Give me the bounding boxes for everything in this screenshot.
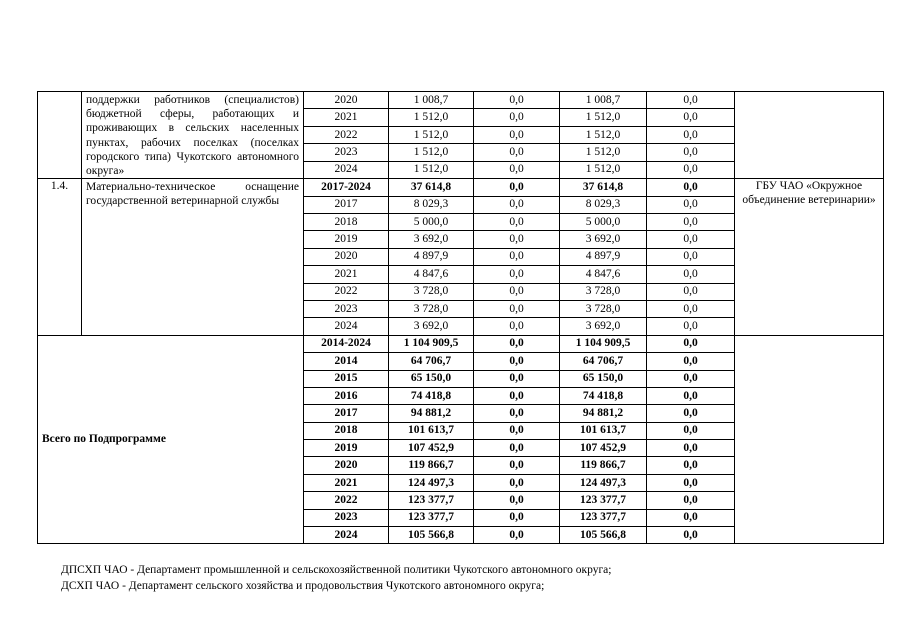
cell-c3: 0,0 — [647, 179, 735, 196]
cell-c2: 119 866,7 — [560, 457, 647, 474]
cell-total: 8 029,3 — [389, 196, 474, 213]
cell-total: 1 512,0 — [389, 144, 474, 161]
table-row — [38, 92, 884, 109]
cell-c2: 124 497,3 — [560, 474, 647, 491]
cell-c1: 0,0 — [474, 300, 560, 317]
cell-total: 37 614,8 — [389, 179, 474, 196]
cell-c3: 0,0 — [647, 266, 735, 283]
cell-c1: 0,0 — [474, 335, 560, 352]
cell-year: 2021 — [304, 266, 389, 283]
cell-c2: 1 512,0 — [560, 109, 647, 126]
cell-total: 64 706,7 — [389, 353, 474, 370]
cell-total: 3 728,0 — [389, 283, 474, 300]
cell-c2: 94 881,2 — [560, 405, 647, 422]
cell-c1: 0,0 — [474, 353, 560, 370]
cell-c1: 0,0 — [474, 440, 560, 457]
table-row — [38, 335, 884, 352]
cell-total: 1 512,0 — [389, 126, 474, 143]
cell-c2: 1 512,0 — [560, 144, 647, 161]
cell-c2: 123 377,7 — [560, 492, 647, 509]
cell-c3: 0,0 — [647, 492, 735, 509]
cell-c1: 0,0 — [474, 509, 560, 526]
cell-c2: 3 728,0 — [560, 300, 647, 317]
cell-year: 2020 — [304, 248, 389, 265]
cell-c3: 0,0 — [647, 144, 735, 161]
cell-year: 2021 — [304, 109, 389, 126]
cell-c1: 0,0 — [474, 405, 560, 422]
table-row — [38, 179, 884, 196]
cell-c1: 0,0 — [474, 161, 560, 178]
cell-c3: 0,0 — [647, 509, 735, 526]
cell-total: 123 377,7 — [389, 492, 474, 509]
cell-c1: 0,0 — [474, 109, 560, 126]
cell-year: 2019 — [304, 231, 389, 248]
item-executor — [735, 92, 884, 179]
cell-year: 2023 — [304, 144, 389, 161]
cell-c3: 0,0 — [647, 161, 735, 178]
cell-year: 2014 — [304, 353, 389, 370]
cell-c3: 0,0 — [647, 527, 735, 544]
cell-total: 1 512,0 — [389, 161, 474, 178]
cell-c3: 0,0 — [647, 440, 735, 457]
cell-year: 2017 — [304, 196, 389, 213]
cell-c2: 3 692,0 — [560, 231, 647, 248]
item-description: поддержки работников (специалистов) бюджетной сферы, работающих и проживающих в сельских населенных пунктах, рабочих поселках (поселках городского типа) Чукотского автономного округа» — [82, 92, 304, 179]
cell-total: 105 566,8 — [389, 527, 474, 544]
cell-c3: 0,0 — [647, 300, 735, 317]
cell-year: 2019 — [304, 440, 389, 457]
cell-year: 2018 — [304, 214, 389, 231]
footnotes — [61, 563, 611, 594]
cell-c1: 0,0 — [474, 318, 560, 335]
cell-total: 124 497,3 — [389, 474, 474, 491]
item-executor: ГБУ ЧАО «Окружное объединение ветеринарии» — [735, 179, 884, 336]
cell-year: 2023 — [304, 300, 389, 317]
cell-c3: 0,0 — [647, 196, 735, 213]
table-body — [38, 92, 884, 544]
cell-c2: 4 897,9 — [560, 248, 647, 265]
cell-total: 1 104 909,5 — [389, 335, 474, 352]
cell-c2: 1 512,0 — [560, 126, 647, 143]
item-index — [38, 92, 82, 179]
cell-year: 2020 — [304, 92, 389, 109]
cell-total: 5 000,0 — [389, 214, 474, 231]
cell-total: 94 881,2 — [389, 405, 474, 422]
cell-year: 2017-2024 — [304, 179, 389, 196]
cell-c2: 105 566,8 — [560, 527, 647, 544]
cell-total: 101 613,7 — [389, 422, 474, 439]
cell-c1: 0,0 — [474, 527, 560, 544]
cell-c2: 1 512,0 — [560, 161, 647, 178]
cell-year: 2023 — [304, 509, 389, 526]
cell-c2: 65 150,0 — [560, 370, 647, 387]
cell-c2: 8 029,3 — [560, 196, 647, 213]
funding-table — [37, 91, 884, 544]
cell-year: 2018 — [304, 422, 389, 439]
cell-c2: 64 706,7 — [560, 353, 647, 370]
cell-total: 107 452,9 — [389, 440, 474, 457]
cell-c3: 0,0 — [647, 474, 735, 491]
cell-total: 1 512,0 — [389, 109, 474, 126]
cell-c3: 0,0 — [647, 318, 735, 335]
item-executor — [735, 335, 884, 544]
cell-c3: 0,0 — [647, 92, 735, 109]
cell-c3: 0,0 — [647, 214, 735, 231]
footnote-dpshp: ДПСХП ЧАО - Департамент промышленной и сельскохозяйственной политики Чукотского автономного округа; — [61, 564, 612, 576]
cell-c1: 0,0 — [474, 248, 560, 265]
cell-c1: 0,0 — [474, 231, 560, 248]
cell-c3: 0,0 — [647, 283, 735, 300]
cell-year: 2022 — [304, 492, 389, 509]
cell-c3: 0,0 — [647, 353, 735, 370]
cell-c1: 0,0 — [474, 492, 560, 509]
cell-c1: 0,0 — [474, 457, 560, 474]
footnote-dshp: ДСХП ЧАО - Департамент сельского хозяйства и продовольствия Чукотского автономного округа; — [61, 579, 545, 592]
item-description: Материально-техническое оснащение государственной ветеринарной службы — [82, 179, 304, 336]
cell-c2: 107 452,9 — [560, 440, 647, 457]
cell-total: 3 692,0 — [389, 318, 474, 335]
cell-c1: 0,0 — [474, 266, 560, 283]
cell-year: 2022 — [304, 283, 389, 300]
cell-year: 2016 — [304, 387, 389, 404]
cell-c1: 0,0 — [474, 179, 560, 196]
cell-c3: 0,0 — [647, 405, 735, 422]
cell-year: 2020 — [304, 457, 389, 474]
cell-total: 119 866,7 — [389, 457, 474, 474]
cell-c2: 4 847,6 — [560, 266, 647, 283]
cell-c1: 0,0 — [474, 387, 560, 404]
cell-c3: 0,0 — [647, 126, 735, 143]
cell-c1: 0,0 — [474, 196, 560, 213]
cell-c2: 3 692,0 — [560, 318, 647, 335]
cell-total: 3 692,0 — [389, 231, 474, 248]
cell-c3: 0,0 — [647, 387, 735, 404]
cell-total: 1 008,7 — [389, 92, 474, 109]
cell-c3: 0,0 — [647, 109, 735, 126]
cell-year: 2024 — [304, 318, 389, 335]
cell-c3: 0,0 — [647, 422, 735, 439]
cell-total: 4 897,9 — [389, 248, 474, 265]
cell-c3: 0,0 — [647, 370, 735, 387]
cell-c3: 0,0 — [647, 248, 735, 265]
cell-year: 2017 — [304, 405, 389, 422]
cell-c2: 3 728,0 — [560, 283, 647, 300]
cell-c3: 0,0 — [647, 335, 735, 352]
cell-year: 2015 — [304, 370, 389, 387]
cell-year: 2022 — [304, 126, 389, 143]
cell-c1: 0,0 — [474, 474, 560, 491]
cell-c3: 0,0 — [647, 231, 735, 248]
subprogram-total-label: Всего по Подпрограмме — [38, 335, 304, 544]
cell-year: 2024 — [304, 161, 389, 178]
cell-c1: 0,0 — [474, 92, 560, 109]
cell-total: 123 377,7 — [389, 509, 474, 526]
cell-c1: 0,0 — [474, 126, 560, 143]
cell-c2: 5 000,0 — [560, 214, 647, 231]
cell-total: 4 847,6 — [389, 266, 474, 283]
cell-total: 3 728,0 — [389, 300, 474, 317]
cell-year: 2021 — [304, 474, 389, 491]
cell-c2: 1 008,7 — [560, 92, 647, 109]
cell-c2: 123 377,7 — [560, 509, 647, 526]
cell-c2: 37 614,8 — [560, 179, 647, 196]
cell-c1: 0,0 — [474, 214, 560, 231]
cell-c2: 1 104 909,5 — [560, 335, 647, 352]
cell-c1: 0,0 — [474, 144, 560, 161]
cell-year: 2024 — [304, 527, 389, 544]
item-index: 1.4. — [38, 179, 82, 336]
cell-c2: 101 613,7 — [560, 422, 647, 439]
cell-total: 65 150,0 — [389, 370, 474, 387]
cell-c1: 0,0 — [474, 283, 560, 300]
cell-c1: 0,0 — [474, 370, 560, 387]
cell-c1: 0,0 — [474, 422, 560, 439]
cell-c2: 74 418,8 — [560, 387, 647, 404]
cell-year: 2014-2024 — [304, 335, 389, 352]
cell-c3: 0,0 — [647, 457, 735, 474]
cell-total: 74 418,8 — [389, 387, 474, 404]
